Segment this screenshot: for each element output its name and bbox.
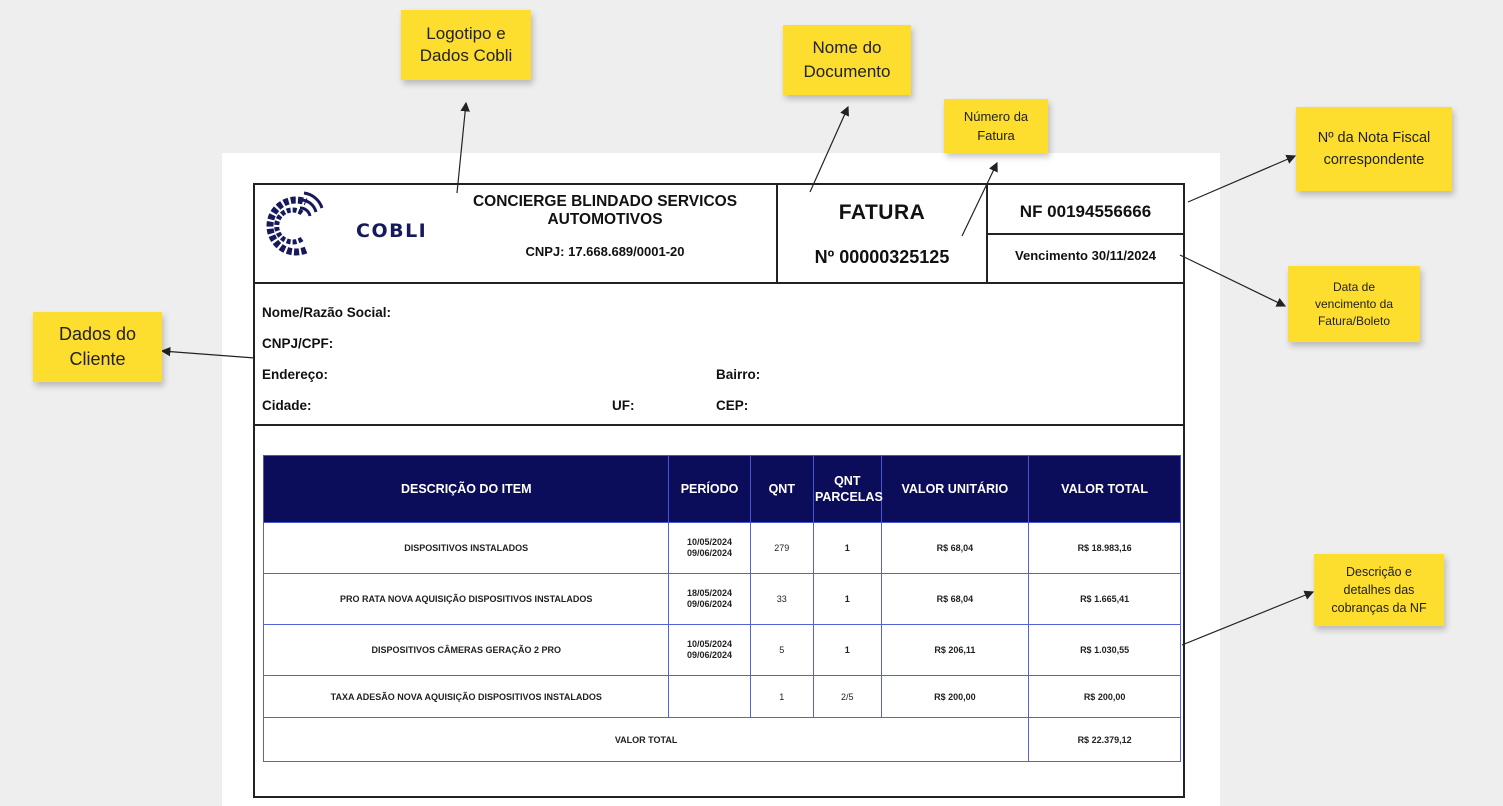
sticky-note-client (33, 312, 162, 382)
row-description: DISPOSITIVOS CÂMERAS GERAÇÃO 2 PRO (264, 625, 669, 676)
row-unit-value: R$ 206,11 (881, 625, 1029, 676)
company-cnpj: CNPJ: 17.668.689/0001-20 (525, 244, 685, 259)
sticky-note-charges (1314, 554, 1444, 626)
row-period-end: 09/06/2024 (686, 548, 733, 558)
note-text: cobranças da NF (1331, 601, 1427, 615)
note-text: vencimento da (1314, 296, 1394, 311)
nf-number: NF 00194556666 (1019, 202, 1152, 221)
arrow-doc-name (810, 107, 848, 192)
sticky-note-invoice-number (944, 99, 1048, 153)
note-text: Fatura (977, 128, 1015, 143)
arrow-nf (1188, 156, 1295, 202)
row-total-value: R$ 1.030,55 (1029, 625, 1181, 676)
header-qty: QNT (750, 456, 813, 523)
row-total-value: R$ 200,00 (1029, 676, 1181, 718)
client-city-label: Cidade: (262, 398, 312, 413)
client-cnpj-label: CNPJ/CPF: (262, 336, 334, 351)
row-period-start: 10/05/2024 (686, 537, 733, 547)
row-description: DISPOSITIVOS INSTALADOS (264, 523, 669, 574)
sticky-note-due-date (1288, 266, 1420, 342)
row-period-start: 18/05/2024 (686, 588, 733, 598)
row-unit-value: R$ 68,04 (881, 523, 1029, 574)
logo-text: COBLI (356, 220, 428, 242)
row-qty: 279 (750, 523, 813, 574)
header-installments-line-1: QNT (834, 474, 861, 488)
company-name-line-2: AUTOMOTIVOS (547, 211, 663, 228)
client-name-label: Nome/Razão Social: (262, 305, 392, 320)
row-period-start: 10/05/2024 (686, 639, 733, 649)
header-unit-value: VALOR UNITÁRIO (881, 456, 1029, 523)
total-label: VALOR TOTAL (264, 718, 1029, 762)
row-period-end: 09/06/2024 (686, 650, 733, 660)
row-qty: 1 (750, 676, 813, 718)
row-total-value: R$ 1.665,41 (1029, 574, 1181, 625)
document-title: FATURA (838, 201, 926, 224)
arrow-invoice-number (962, 163, 997, 236)
client-district-label: Bairro: (716, 367, 761, 382)
row-qty: 33 (750, 574, 813, 625)
row-installments: 1 (813, 523, 881, 574)
note-text: Dados Cobli (419, 46, 513, 65)
row-installments: 2/5 (813, 676, 881, 718)
header-description: DESCRIÇÃO DO ITEM (264, 456, 669, 523)
sticky-note-logo (401, 10, 531, 80)
row-installments: 1 (813, 574, 881, 625)
header-period: PERÍODO (669, 456, 750, 523)
company-name-line-1: CONCIERGE BLINDADO SERVICOS (472, 193, 738, 210)
note-text: Logotipo e (426, 24, 506, 43)
row-description: PRO RATA NOVA AQUISIÇÃO DISPOSITIVOS INSTALADOS (264, 574, 669, 625)
note-text: Cliente (69, 349, 126, 369)
note-text: Descrição e (1346, 565, 1412, 579)
client-address-label: Endereço: (262, 367, 329, 382)
note-text: Dados do (58, 324, 137, 344)
arrow-charges (1182, 592, 1313, 645)
row-qty: 5 (750, 625, 813, 676)
sticky-note-doc-name (783, 25, 911, 95)
header-installments-line-2: PARCELAS (814, 490, 883, 504)
client-zip-label: CEP: (716, 398, 749, 413)
note-text: detalhes das (1343, 583, 1415, 597)
note-text: Nº da Nota Fiscal (1317, 130, 1431, 146)
arrow-logo (457, 103, 466, 193)
row-unit-value: R$ 200,00 (881, 676, 1029, 718)
invoice-number: Nº 00000325125 (814, 247, 950, 267)
note-text: correspondente (1323, 152, 1425, 168)
due-date: Vencimento 30/11/2024 (1015, 248, 1156, 263)
note-text: Fatura/Boleto (1317, 313, 1391, 328)
arrow-due-date (1180, 255, 1285, 306)
row-unit-value: R$ 68,04 (881, 574, 1029, 625)
row-period-end: 09/06/2024 (686, 599, 733, 609)
row-installments: 1 (813, 625, 881, 676)
sticky-note-nf (1296, 107, 1452, 191)
note-text: Nome do (812, 38, 882, 57)
client-state-label: UF: (612, 398, 635, 413)
note-text: Documento (803, 62, 891, 81)
note-text: Data de (1332, 279, 1375, 294)
note-text: Número da (963, 109, 1029, 124)
arrow-client (162, 351, 255, 358)
row-description: TAXA ADESÃO NOVA AQUISIÇÃO DISPOSITIVOS INSTALADOS (264, 676, 669, 718)
header-total-value: VALOR TOTAL (1029, 456, 1181, 523)
total-value: R$ 22.379,12 (1029, 718, 1181, 762)
row-total-value: R$ 18.983,16 (1029, 523, 1181, 574)
